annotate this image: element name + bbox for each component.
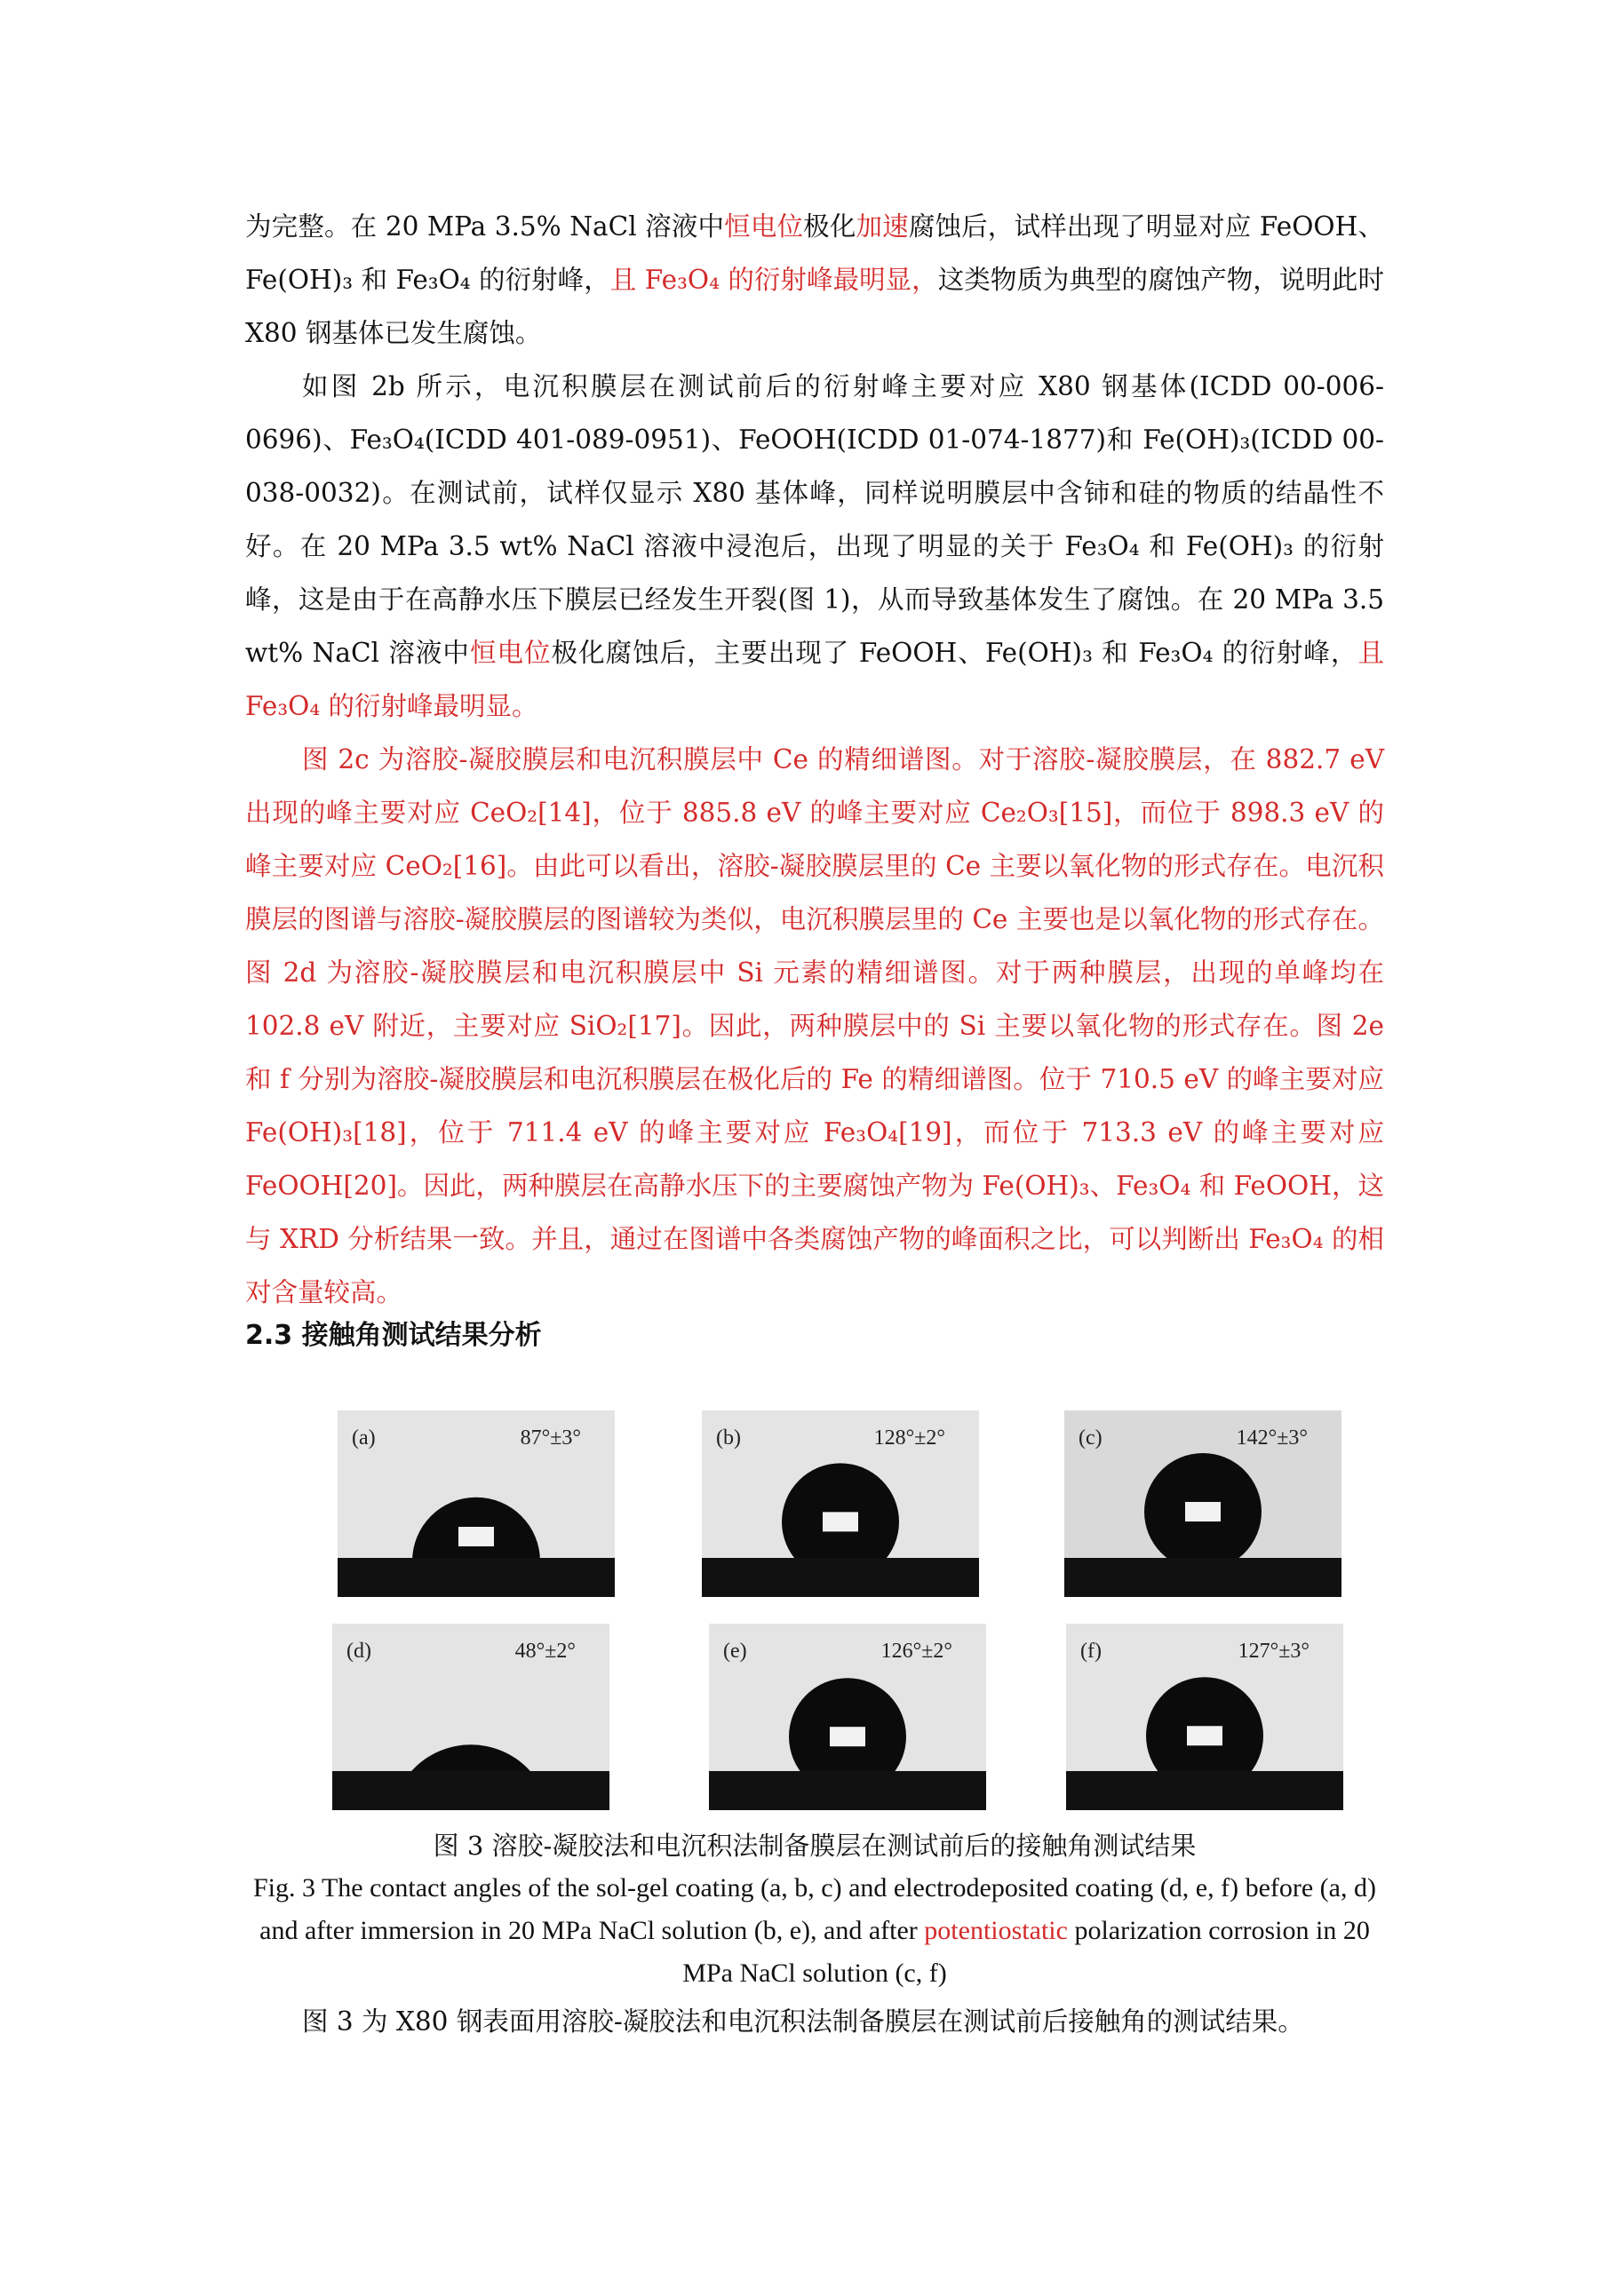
text-segment: 恒电位 — [469, 638, 552, 668]
text-segment: 极化腐蚀后，主要出现了 FeOOH、Fe(OH)₃ 和 Fe₃O₄ 的衍射峰， — [551, 638, 1358, 668]
figure-caption-cn: 图 3 溶胶-凝胶法和电沉积法制备膜层在测试前后的接触角测试结果 — [433, 1831, 1197, 1861]
text-segment: 这类物质为典型的腐蚀产物，说明此时 X80 钢基体已发生腐蚀。 — [245, 265, 1384, 348]
panel-label: (e) — [723, 1640, 747, 1663]
text-segment: 且 Fe₃O₄ 的衍射峰最明显， — [609, 265, 938, 295]
contact-angle-photo-b — [702, 1410, 979, 1597]
panel-angle: 48°±2° — [514, 1640, 576, 1663]
contact-angle-photo-f — [1066, 1624, 1343, 1810]
paragraph-2 — [245, 360, 1384, 733]
panel-angle: 128°±2° — [873, 1426, 945, 1450]
substrate-surface — [702, 1558, 979, 1597]
body-last-line: 图 3 为 X80 钢表面用溶胶-凝胶法和电沉积法制备膜层在测试前后接触角的测试结果。 — [302, 2006, 1304, 2037]
panel-angle: 142°±3° — [1236, 1426, 1308, 1450]
contact-angle-photo-e — [709, 1624, 986, 1810]
substrate-surface — [1064, 1558, 1341, 1597]
panel-angle: 127°±3° — [1238, 1640, 1310, 1663]
droplet-highlight — [823, 1512, 858, 1531]
contact-angle-figure — [338, 1410, 1368, 1819]
section-heading: 2.3 接触角测试结果分析 — [245, 1320, 542, 1351]
text-segment: 腐蚀后，试样出现了明显对应 FeOOH、Fe(OH)₃ 和 Fe₃O₄ 的衍射峰， — [245, 211, 1384, 295]
panel-label: (a) — [352, 1426, 376, 1450]
contact-angle-photo-d — [332, 1624, 609, 1810]
text-segment: 且 Fe₃O₄ 的衍射峰最明显。 — [245, 638, 1384, 721]
contact-angle-photo-c — [1064, 1410, 1341, 1597]
panel-label: (b) — [716, 1426, 741, 1450]
panel-label: (d) — [346, 1640, 371, 1663]
paragraph-1 — [245, 200, 1384, 360]
text-segment: 为完整。在 20 MPa 3.5% NaCl 溶液中 — [245, 211, 725, 242]
droplet-highlight — [1187, 1726, 1222, 1745]
panel-label: (c) — [1079, 1426, 1103, 1450]
caption-en-part2: polarization corrosion in 20 MPa NaCl solution (c, f) — [682, 1916, 1370, 1988]
droplet-highlight — [830, 1727, 865, 1746]
substrate-surface — [709, 1771, 986, 1810]
text-segment: 加速 — [856, 211, 909, 242]
panel-angle: 87°±3° — [520, 1426, 581, 1450]
caption-en-highlight: potentiostatic — [924, 1916, 1068, 1945]
panel-angle: 126°±2° — [880, 1640, 952, 1663]
droplet-highlight — [1185, 1502, 1221, 1521]
substrate-surface — [338, 1558, 615, 1597]
contact-angle-photo-a — [338, 1410, 615, 1597]
text-segment: 如图 2b 所示，电沉积膜层在测试前后的衍射峰主要对应 X80 钢基体(ICDD 00-006-0696)、Fe₃O₄(ICDD 401-089-0951)、FeOOH(ICDD 01-074-1877)和 Fe(OH)₃(ICDD 00-038-0032)。在测试前，试样仅显示 X80 基体峰，同样说明膜层中含铈和硅的物质的结晶性不好。在 20 MPa 3.5 wt% NaCl 溶液中浸泡后，出现了明显的关于 Fe₃O₄ 和 Fe(OH)₃ 的衍射峰，这是由于在高静水压下膜层已经发生开裂(图 1)，从而导致基体发生了腐蚀。在 20 MPa 3.5 wt% NaCl 溶液中 — [245, 371, 1384, 668]
text-segment: 恒电位 — [724, 211, 804, 242]
droplet-highlight — [458, 1527, 494, 1546]
caption-en-part1: Fig. 3 The contact angles of the sol-gel coating (a, b, c) and electrodeposited coating (d, e, f) before (a, d) and after immersion in 20 MPa NaCl solution (b, e), and after — [253, 1873, 1376, 1945]
figure-caption-en — [245, 1867, 1384, 1995]
paragraph-3: 图 2c 为溶胶-凝胶膜层和电沉积膜层中 Ce 的精细谱图。对于溶胶-凝胶膜层，在 882.7 eV 出现的峰主要对应 CeO₂[14]，位于 885.8 eV 的峰主要对应 Ce₂O₃[15]，而位于 898.3 eV 的峰主要对应 CeO₂[16]。由此可以看出，溶胶-凝胶膜层里的 Ce 主要以氧化物的形式存在。电沉积膜层的图谱与溶胶-凝胶膜层的图谱较为类似，电沉积膜层里的 Ce 主要也是以氧化物的形式存在。图 2d 为溶胶-凝胶膜层和电沉积膜层中 Si 元素的精细谱图。对于两种膜层，出现的单峰均在 102.8 eV 附近，主要对应 SiO₂[17]。因此，两种膜层中的 Si 主要以氧化物的形式存在。图 2e 和 f 分别为溶胶-凝胶膜层和电沉积膜层在极化后的 Fe 的精细谱图。位于 710.5 eV 的峰主要对应 Fe(OH)₃[18]，位于 711.4 eV 的峰主要对应 Fe₃O₄[19]，而位于 713.3 eV 的峰主要对应 FeOOH[20]。因此，两种膜层在高静水压下的主要腐蚀产物为 Fe(OH)₃、Fe₃O₄ 和 FeOOH，这与 XRD 分析结果一致。并且，通过在图谱中各类腐蚀产物的峰面积之比，可以判断出 Fe₃O₄ 的相对含量较高。 — [245, 744, 1384, 1307]
substrate-surface — [332, 1771, 609, 1810]
text-segment: 极化 — [803, 211, 856, 242]
panel-label: (f) — [1080, 1640, 1102, 1663]
substrate-surface — [1066, 1771, 1343, 1810]
